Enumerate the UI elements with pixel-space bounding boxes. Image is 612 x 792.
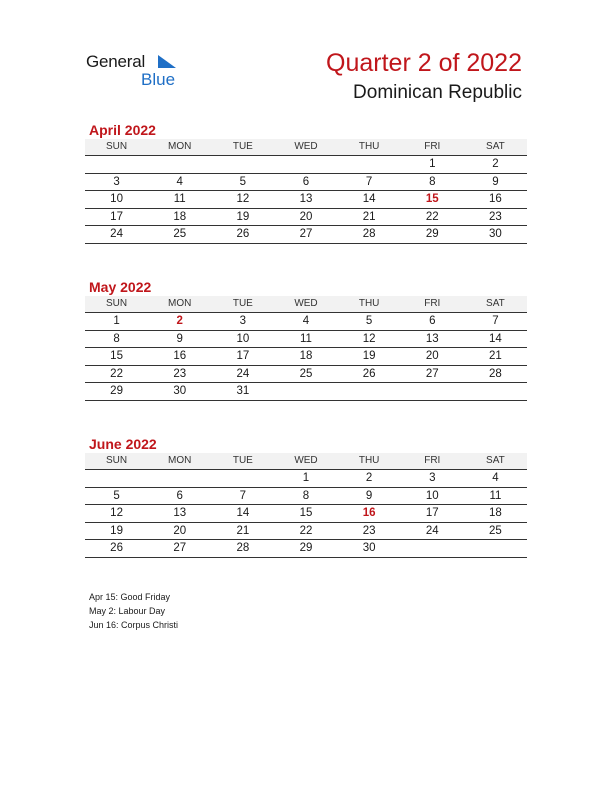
weekday-header-row bbox=[85, 139, 527, 156]
day-cell: 10 bbox=[110, 193, 123, 205]
day-cell: 14 bbox=[489, 332, 502, 345]
month-title: April 2022 bbox=[89, 122, 156, 138]
generalblue-logo bbox=[86, 52, 186, 88]
weekday-label: WED bbox=[294, 455, 318, 466]
holiday-day-cell: 16 bbox=[362, 507, 376, 519]
weekday-label: SUN bbox=[106, 298, 128, 309]
week-row bbox=[85, 488, 527, 506]
day-cell: 28 bbox=[362, 228, 376, 240]
day-cell: 26 bbox=[236, 228, 250, 240]
day-cell: 27 bbox=[299, 228, 313, 240]
day-cell: 11 bbox=[300, 332, 312, 345]
week-row bbox=[85, 313, 527, 331]
day-cell: 13 bbox=[425, 332, 439, 345]
day-cell: 29 bbox=[425, 228, 439, 240]
week-row bbox=[85, 226, 527, 244]
day-cell: 30 bbox=[173, 385, 187, 397]
day-cell: 14 bbox=[362, 193, 376, 205]
month-calendar-june bbox=[85, 436, 527, 558]
day-cell: 8 bbox=[113, 332, 120, 345]
weekday-label: THU bbox=[358, 455, 380, 466]
holiday-note: Apr 15: Good Friday bbox=[89, 592, 171, 602]
day-cell: 9 bbox=[365, 489, 373, 502]
day-cell: 15 bbox=[299, 507, 313, 519]
weekday-label: MON bbox=[168, 141, 192, 152]
holiday-day-cell: 15 bbox=[425, 193, 439, 205]
weekday-label: SUN bbox=[106, 141, 128, 152]
day-cell: 23 bbox=[362, 524, 376, 537]
day-cell: 3 bbox=[239, 315, 247, 327]
day-cell: 30 bbox=[489, 228, 502, 240]
day-cell: 16 bbox=[489, 193, 502, 205]
weekday-label: TUE bbox=[232, 298, 253, 309]
month-calendar-april bbox=[85, 122, 527, 244]
day-cell: 24 bbox=[110, 228, 123, 240]
day-cell bbox=[85, 470, 148, 487]
day-cell: 18 bbox=[299, 350, 313, 362]
day-cell: 21 bbox=[362, 210, 376, 223]
day-cell: 17 bbox=[425, 507, 439, 519]
weekday-label: MON bbox=[168, 455, 192, 466]
week-row bbox=[85, 383, 527, 401]
week-row bbox=[85, 156, 527, 174]
day-cell bbox=[148, 470, 211, 487]
day-cell: 29 bbox=[110, 385, 123, 397]
week-row bbox=[85, 331, 527, 349]
week-row bbox=[85, 470, 527, 488]
day-cell bbox=[338, 383, 401, 400]
day-cell: 7 bbox=[239, 489, 247, 502]
logo-text-general: General bbox=[86, 52, 146, 71]
day-cell bbox=[274, 156, 337, 173]
logo-text-blue: Blue bbox=[141, 70, 176, 89]
day-cell: 28 bbox=[489, 367, 502, 380]
weekday-label: FRI bbox=[424, 141, 441, 152]
holiday-note: Jun 16: Corpus Christi bbox=[89, 620, 179, 630]
day-cell: 9 bbox=[176, 332, 183, 345]
day-cell: 6 bbox=[429, 315, 436, 327]
day-cell: 20 bbox=[299, 210, 313, 223]
day-cell: 8 bbox=[302, 489, 310, 502]
day-cell: 25 bbox=[299, 367, 313, 380]
day-cell bbox=[464, 383, 527, 400]
weekday-label: TUE bbox=[232, 455, 253, 466]
day-cell: 22 bbox=[110, 367, 123, 380]
day-cell: 5 bbox=[239, 175, 247, 188]
week-row bbox=[85, 209, 527, 227]
day-cell: 1 bbox=[429, 158, 436, 170]
day-cell: 25 bbox=[173, 228, 187, 240]
holiday-note: May 2: Labour Day bbox=[89, 606, 166, 616]
day-cell: 5 bbox=[365, 315, 373, 327]
day-cell: 18 bbox=[173, 210, 187, 223]
week-row bbox=[85, 366, 527, 384]
weekday-label: TUE bbox=[232, 141, 253, 152]
day-cell bbox=[211, 156, 274, 173]
week-row bbox=[85, 540, 527, 558]
weekday-label: WED bbox=[294, 298, 318, 309]
day-cell: 4 bbox=[302, 315, 310, 327]
weekday-header-row bbox=[85, 296, 527, 313]
day-cell: 6 bbox=[176, 489, 183, 502]
day-cell bbox=[85, 156, 148, 173]
day-cell: 11 bbox=[173, 193, 186, 205]
day-cell: 19 bbox=[362, 350, 376, 362]
holiday-notes bbox=[89, 590, 178, 632]
day-cell: 15 bbox=[110, 350, 123, 362]
day-cell: 18 bbox=[489, 507, 502, 519]
day-cell bbox=[338, 156, 401, 173]
day-cell: 12 bbox=[110, 507, 123, 519]
day-cell bbox=[464, 540, 527, 557]
day-cell: 4 bbox=[492, 472, 499, 484]
day-cell: 3 bbox=[429, 472, 436, 484]
day-cell: 12 bbox=[362, 332, 376, 345]
day-cell: 9 bbox=[492, 175, 499, 188]
day-cell: 1 bbox=[302, 472, 310, 484]
day-cell: 10 bbox=[425, 489, 439, 502]
day-cell: 20 bbox=[425, 350, 439, 362]
day-cell: 24 bbox=[425, 524, 439, 537]
day-cell: 4 bbox=[176, 175, 183, 188]
day-cell: 7 bbox=[365, 175, 373, 188]
day-cell: 30 bbox=[362, 542, 376, 554]
holiday-day-cell: 2 bbox=[176, 315, 183, 327]
weekday-label: MON bbox=[168, 298, 192, 309]
week-row bbox=[85, 174, 527, 192]
weekday-header-row bbox=[85, 453, 527, 470]
weekday-label: WED bbox=[294, 141, 318, 152]
weekday-label: THU bbox=[358, 298, 380, 309]
day-cell: 24 bbox=[236, 367, 250, 380]
day-cell: 1 bbox=[113, 315, 120, 327]
weekday-label: SAT bbox=[486, 455, 505, 466]
day-cell: 13 bbox=[299, 193, 313, 205]
day-cell: 31 bbox=[236, 385, 250, 397]
day-cell: 2 bbox=[492, 158, 499, 170]
day-cell: 7 bbox=[492, 315, 499, 327]
day-cell: 21 bbox=[236, 524, 250, 537]
week-row bbox=[85, 348, 527, 366]
day-cell: 21 bbox=[489, 350, 502, 362]
day-cell: 19 bbox=[236, 210, 250, 223]
day-cell: 16 bbox=[173, 350, 187, 362]
day-cell: 10 bbox=[236, 332, 250, 345]
weekday-label: FRI bbox=[424, 298, 441, 309]
day-cell: 27 bbox=[173, 542, 187, 554]
day-cell: 11 bbox=[489, 489, 502, 502]
day-cell: 26 bbox=[362, 367, 376, 380]
day-cell bbox=[274, 383, 337, 400]
weekday-label: SUN bbox=[106, 455, 128, 466]
country-subtitle: Dominican Republic bbox=[353, 82, 522, 103]
weekday-label: THU bbox=[358, 141, 380, 152]
day-cell: 2 bbox=[365, 472, 373, 484]
day-cell: 28 bbox=[236, 542, 250, 554]
day-cell: 6 bbox=[302, 175, 310, 188]
week-row bbox=[85, 523, 527, 541]
day-cell: 23 bbox=[173, 367, 187, 380]
day-cell: 23 bbox=[489, 210, 502, 223]
day-cell: 29 bbox=[299, 542, 313, 554]
day-cell: 22 bbox=[425, 210, 439, 223]
day-cell: 19 bbox=[110, 524, 123, 537]
month-title: May 2022 bbox=[89, 279, 152, 295]
day-cell: 12 bbox=[236, 193, 250, 205]
week-row bbox=[85, 191, 527, 209]
weekday-label: SAT bbox=[486, 141, 505, 152]
day-cell: 20 bbox=[173, 524, 187, 537]
day-cell: 17 bbox=[110, 210, 123, 223]
day-cell: 25 bbox=[489, 524, 502, 537]
day-cell bbox=[401, 383, 464, 400]
day-cell: 27 bbox=[425, 367, 439, 380]
day-cell: 5 bbox=[113, 489, 120, 502]
day-cell: 14 bbox=[236, 507, 250, 519]
page-title: Quarter 2 of 2022 bbox=[326, 49, 522, 77]
day-cell bbox=[401, 540, 464, 557]
logo-triangle-icon bbox=[156, 54, 178, 70]
day-cell bbox=[148, 156, 211, 173]
day-cell: 22 bbox=[299, 524, 313, 537]
day-cell bbox=[211, 470, 274, 487]
month-calendar-may bbox=[85, 279, 527, 401]
day-cell: 17 bbox=[236, 350, 250, 362]
month-title: June 2022 bbox=[89, 436, 157, 452]
day-cell: 3 bbox=[113, 175, 120, 188]
day-cell: 13 bbox=[173, 507, 187, 519]
week-row bbox=[85, 505, 527, 523]
weekday-label: FRI bbox=[424, 455, 441, 466]
day-cell: 26 bbox=[110, 542, 123, 554]
day-cell: 8 bbox=[429, 175, 436, 188]
weekday-label: SAT bbox=[486, 298, 505, 309]
